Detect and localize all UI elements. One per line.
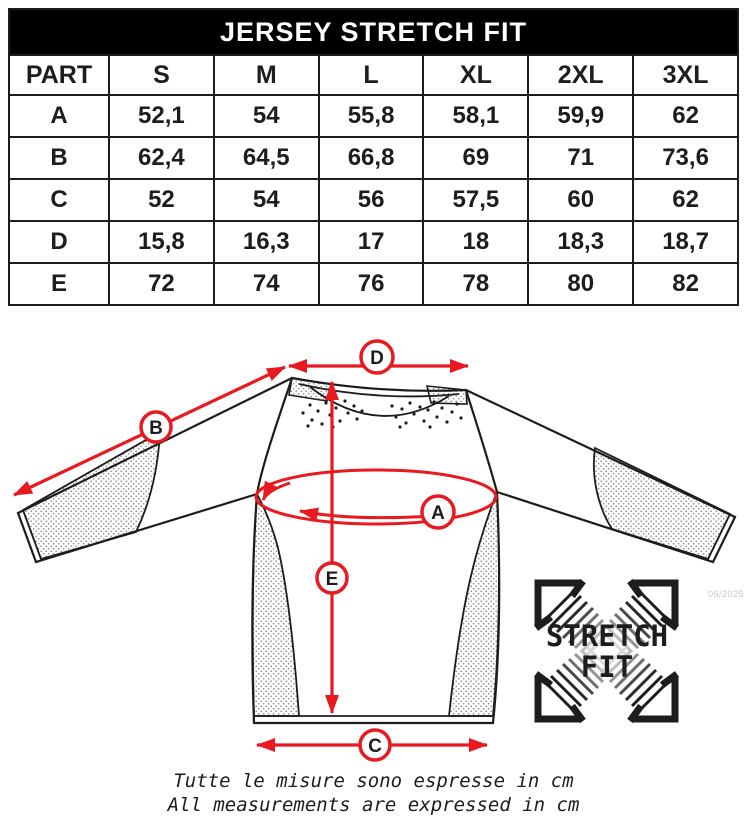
size-cell: 54 — [214, 95, 319, 137]
size-header-s: S — [109, 55, 214, 95]
part-label: D — [9, 221, 109, 263]
part-label: A — [9, 95, 109, 137]
size-cell: 18,3 — [528, 221, 633, 263]
part-label: E — [9, 263, 109, 305]
stretch-fit-logo — [536, 581, 677, 721]
size-cell: 57,5 — [423, 179, 528, 221]
size-cell: 18,7 — [633, 221, 738, 263]
size-header-2xl: 2XL — [528, 55, 633, 95]
size-cell: 72 — [109, 263, 214, 305]
measure-label-c: C — [368, 736, 382, 757]
size-cell: 58,1 — [423, 95, 528, 137]
size-cell: 60 — [528, 179, 633, 221]
part-header: PART — [9, 55, 109, 95]
size-cell: 52 — [109, 179, 214, 221]
size-cell: 62 — [633, 95, 738, 137]
sheet-title: JERSEY STRETCH FIT — [9, 9, 738, 55]
size-cell: 64,5 — [214, 137, 319, 179]
size-header-m: M — [214, 55, 319, 95]
size-cell: 80 — [528, 263, 633, 305]
size-cell: 62 — [633, 179, 738, 221]
size-cell: 66,8 — [319, 137, 424, 179]
size-cell: 55,8 — [319, 95, 424, 137]
measure-label-e: E — [325, 569, 339, 590]
footer-note-it: Tutte le misure sono espresse in cm — [173, 770, 574, 792]
size-header-3xl: 3XL — [633, 55, 738, 95]
size-header-xl: XL — [423, 55, 528, 95]
footer-note — [0, 769, 747, 817]
measure-label-b: B — [149, 418, 163, 439]
part-label: B — [9, 137, 109, 179]
size-cell: 69 — [423, 137, 528, 179]
right-sleeve-mesh — [594, 448, 730, 559]
size-cell: 54 — [214, 179, 319, 221]
size-cell: 59,9 — [528, 95, 633, 137]
revision-date: 05/2025 — [707, 589, 744, 599]
size-cell: 17 — [319, 221, 424, 263]
left-sleeve-mesh — [23, 432, 160, 559]
part-label: C — [9, 179, 109, 221]
size-cell: 76 — [319, 263, 424, 305]
size-cell: 82 — [633, 263, 738, 305]
size-cell: 78 — [423, 263, 528, 305]
footer-note-en: All measurements are expressed in cm — [167, 794, 580, 816]
measure-label-a: A — [431, 503, 445, 524]
logo-text-stretch: STRETCH — [545, 619, 669, 653]
size-cell: 15,8 — [109, 221, 214, 263]
size-header-l: L — [319, 55, 424, 95]
size-cell: 52,1 — [109, 95, 214, 137]
logo-text-fit: FIT — [580, 650, 634, 684]
size-cell: 71 — [528, 137, 633, 179]
size-cell: 73,6 — [633, 137, 738, 179]
measure-label-d: D — [370, 348, 384, 369]
size-cell: 18 — [423, 221, 528, 263]
size-cell: 74 — [214, 263, 319, 305]
size-cell: 62,4 — [109, 137, 214, 179]
size-cell: 56 — [319, 179, 424, 221]
size-cell: 16,3 — [214, 221, 319, 263]
